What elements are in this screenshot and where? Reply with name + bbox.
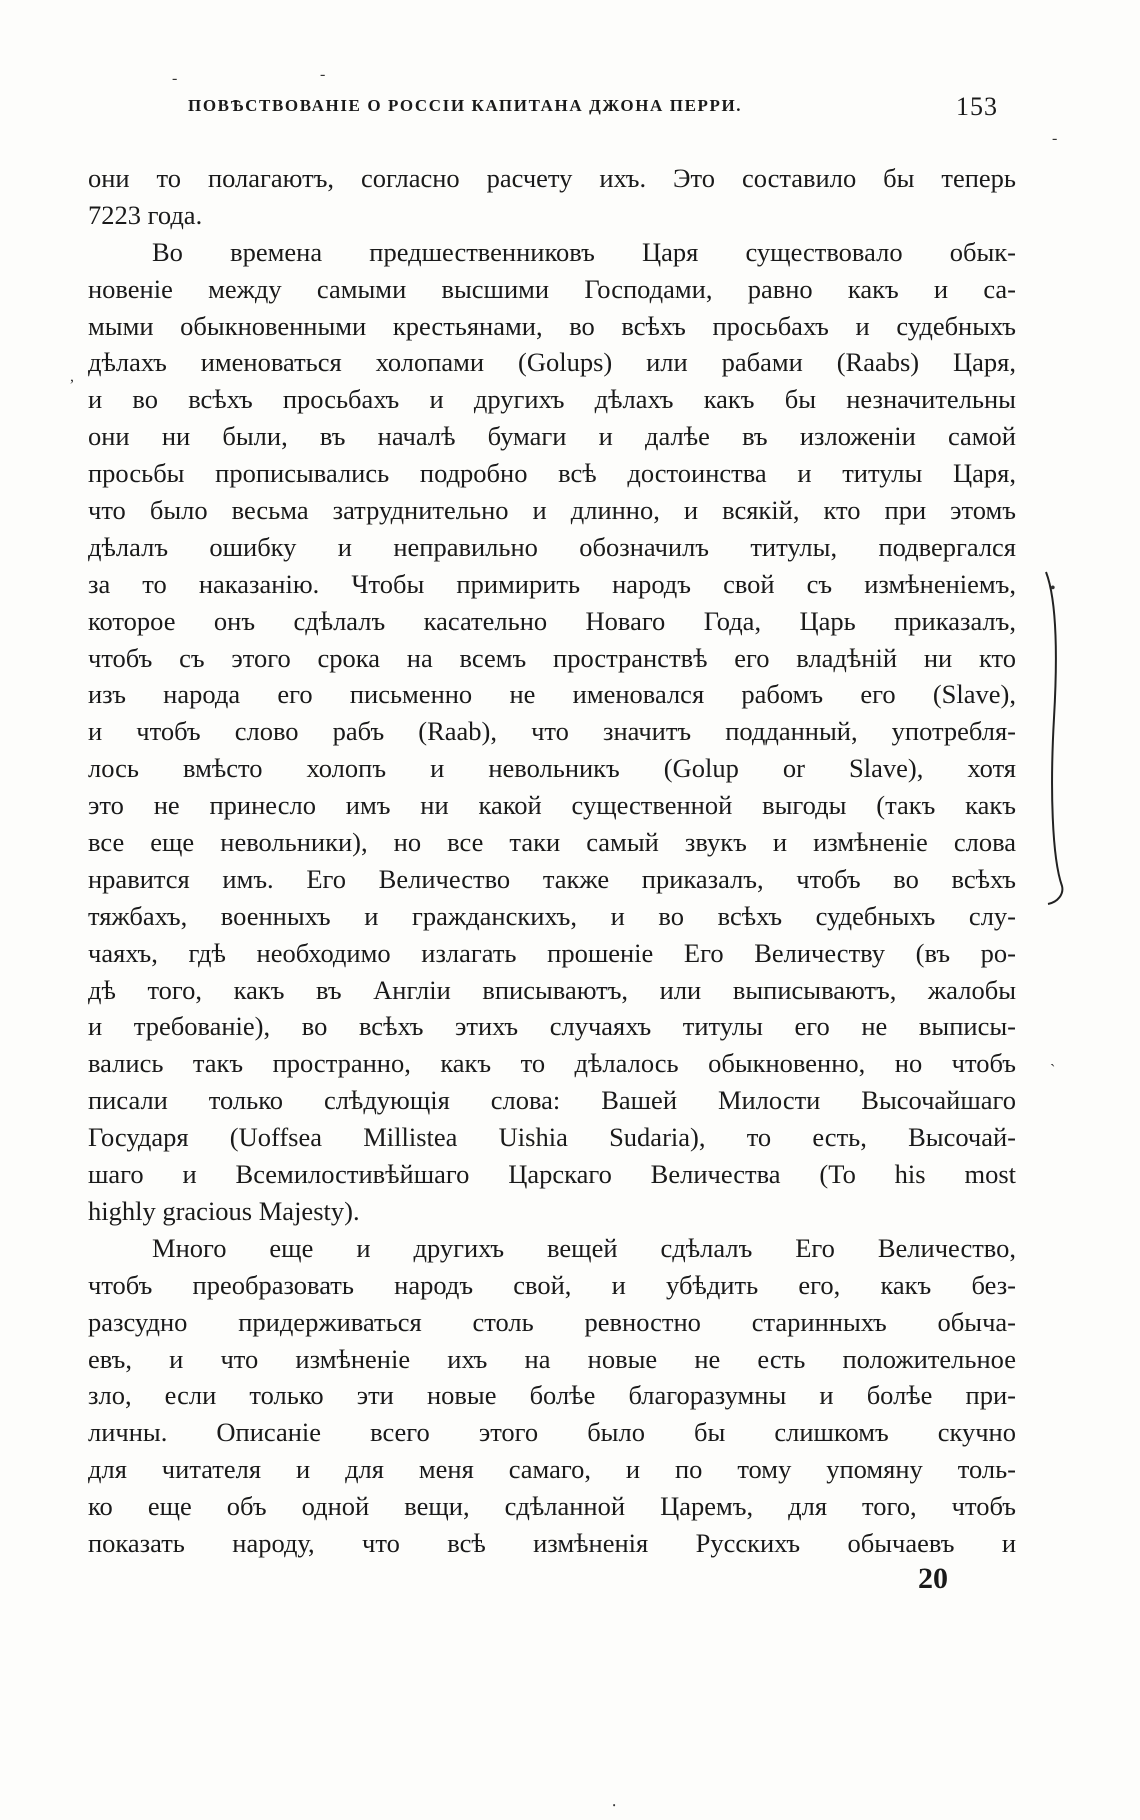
text-line: для читателя и для меня самаго, и по тому упомяну толь- — [88, 1454, 1016, 1485]
page-number: 153 — [956, 92, 998, 121]
text-line: и во всѣхъ просьбахъ и другихъ дѣлахъ какъ бы незначительны — [88, 384, 1016, 415]
text-line: они ни были, въ началѣ бумаги и далѣе въ изложеніи самой — [88, 421, 1016, 452]
running-title: ПОВѢСТВОВАНІЕ О РОССІИ КАПИТАНА ДЖОНА ПЕРРИ. — [188, 96, 743, 115]
text-line: highly gracious Majesty). — [88, 1195, 360, 1226]
margin-bracket-mark — [1040, 568, 1074, 908]
text-line: дѣлалъ ошибку и неправильно обозначилъ титулы, подвергался — [88, 531, 1016, 562]
text-line: евъ, и что измѣненіе ихъ на новые не есть положительное — [88, 1343, 1016, 1374]
text-line: и чтобъ слово рабъ (Raab), что значитъ подданный, употребля- — [88, 716, 1016, 747]
text-line: ко еще объ одной вещи, сдѣланной Царемъ, для того, чтобъ — [88, 1491, 1016, 1522]
margin-speck: ` — [1050, 1062, 1056, 1079]
text-line: что было весьма затруднительно и длинно, и всякій, кто при этомъ — [88, 495, 1016, 526]
text-line: это не принесло имъ ни какой существенной выгоды (такъ какъ — [88, 790, 1016, 821]
text-line: за то наказанію. Чтобы примирить народъ свой съ измѣненіемъ, — [88, 568, 1016, 599]
text-line: 7223 года. — [88, 199, 203, 230]
text-line: писали только слѣдующія слова: Вашей Милости Высочайшаго — [88, 1085, 1016, 1116]
text-line: все еще невольники), но все таки самый звукъ и измѣненіе слова — [88, 827, 1016, 858]
margin-speck: , — [70, 368, 74, 385]
text-line: зло, если только эти новые болѣе благоразумны и болѣе при- — [88, 1380, 1016, 1411]
text-line: дѣлахъ именоваться холопами (Golups) или рабами (Raabs) Царя, — [88, 347, 1016, 378]
text-line: разсудно придерживаться столь ревностно старинныхъ обычa- — [88, 1306, 1016, 1337]
text-line: чаяхъ, гдѣ необходимо излагать прошеніе Его Величеству (въ ро- — [88, 937, 1016, 968]
text-line: вались такъ пространно, какъ то дѣлалось обыкновенно, но чтобъ — [88, 1048, 1016, 1079]
text-line: чтобъ съ этого срока на всемъ пространствѣ его владѣній ни кто — [88, 642, 1016, 673]
signature-mark: 20 — [918, 1562, 948, 1595]
text-line: и требованіе), во всѣхъ этихъ случаяхъ титулы его не выписы- — [88, 1011, 1016, 1042]
text-line: чтобъ преобразовать народъ свой, и убѣдить его, какъ без- — [88, 1269, 1016, 1300]
text-line: новеніе между самыми высшими Господами, равно какъ и са- — [88, 273, 1016, 304]
text-line: шаго и Всемилостивѣйшаго Царскаго Величества (To his most — [88, 1159, 1016, 1190]
text-line: лось вмѣсто холопъ и невольникъ (Golup or Slave), хотя — [88, 753, 1016, 784]
running-head — [188, 92, 998, 122]
text-line: изъ народа его письменно не именовался рабомъ его (Slave), — [88, 679, 1016, 710]
body-text — [88, 160, 1016, 1562]
text-line: просьбы прописывались подробно всѣ достоинства и титулы Царя, — [88, 458, 1016, 489]
text-line: тяжбахъ, военныхъ и гражданскихъ, и во всѣхъ судебныхъ слу- — [88, 900, 1016, 931]
text-line: они то полагаютъ, согласно расчету ихъ. Это составило бы теперь — [88, 163, 1016, 193]
text-line: нравится имъ. Его Величество также приказалъ, чтобъ во всѣхъ — [88, 863, 1016, 894]
text-line: Государя (Uoffsea Millistea Uishia Sudaria), то есть, Высочай- — [88, 1122, 1016, 1153]
margin-speck: ⸱ — [612, 1798, 617, 1815]
text-line: мыми обыкновенными крестьянами, во всѣхъ просьбахъ и судебныхъ — [88, 310, 1016, 341]
margin-speck: - — [320, 66, 326, 83]
text-line: дѣ того, какъ въ Англіи вписываютъ, или выписываютъ, жалобы — [88, 974, 1016, 1005]
text-line: личны. Описаніе всего этого было бы слишкомъ скучно — [88, 1417, 1016, 1448]
text-line: которое онъ сдѣлалъ касательно Новаго Года, Царь приказалъ, — [88, 605, 1016, 636]
text-line: показать народу, что всѣ измѣненія Русскихъ обычаевъ и — [88, 1527, 1016, 1558]
margin-speck: - — [1052, 130, 1058, 147]
margin-speck: - — [172, 70, 178, 87]
paragraph-first-line: Во времена предшественниковъ Царя существовало обык- — [152, 236, 1016, 267]
margin-speck: • — [1050, 580, 1056, 597]
paragraph-first-line: Много еще и другихъ вещей сдѣлалъ Его Величество, — [152, 1232, 1016, 1263]
